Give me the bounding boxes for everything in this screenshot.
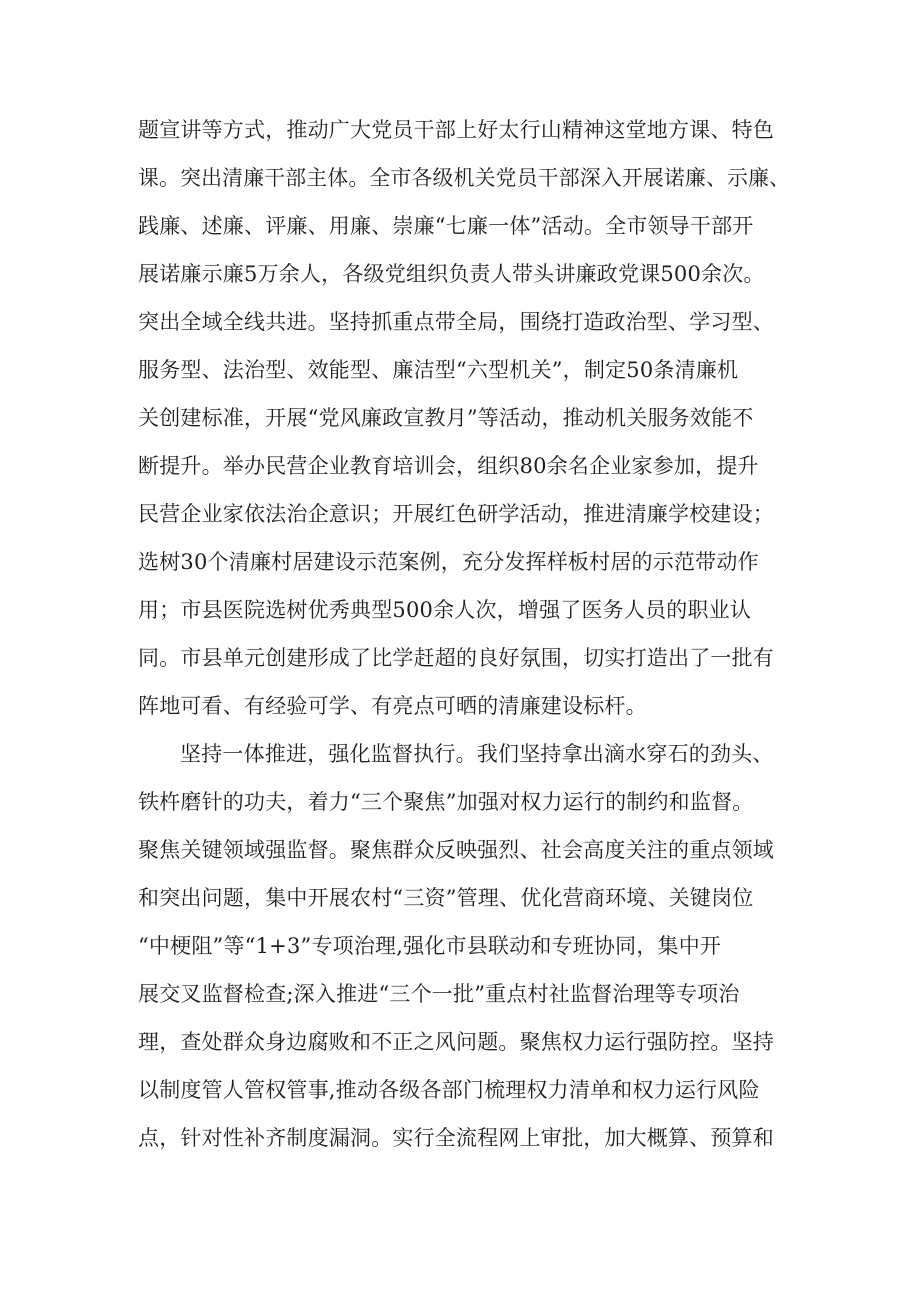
paragraph-2-line-4: 和突出问题，集中开展农村“三资”管理、优化营商环境、关键岗位 xyxy=(138,886,754,910)
paragraph-1-line-5: 突出全域全线共进。坚持抓重点带全局，围绕打造政治型、学习型、 xyxy=(138,310,774,334)
paragraph-2-line-2: 铁杵磨针的功夫，着力“三个聚焦”加强对权力运行的制约和监督。 xyxy=(138,790,754,814)
paragraph-2-line-5: “中梗阻”等“1+3”专项治理,强化市县联动和专班协同，集中开 xyxy=(138,934,722,958)
paragraph-1-line-12: 同。市县单元创建形成了比学赶超的良好氛围，切实打造出了一批有 xyxy=(138,646,774,670)
paragraph-1-line-11: 用；市县医院选树优秀典型500余人次，增强了医务人员的职业认 xyxy=(138,598,752,622)
paragraph-1-line-4: 展诺廉示廉5万余人，各级党组织负责人带头讲廉政党课500余次。 xyxy=(138,262,765,286)
paragraph-2-line-8: 以制度管人管权管事,推动各级各部门梳理权力清单和权力运行风险 xyxy=(138,1078,760,1102)
paragraph-1-line-3: 践廉、述廉、评廉、用廉、崇廉“七廉一体”活动。全市领导干部开 xyxy=(138,214,754,238)
paragraph-1-line-1: 题宣讲等方式，推动广大党员干部上好太行山精神这堂地方课、特色 xyxy=(138,118,774,142)
paragraph-1-line-7: 关创建标准，开展“党风廉政宣教月”等活动，推动机关服务效能不 xyxy=(138,406,754,430)
paragraph-2-line-9: 点，针对性补齐制度漏洞。实行全流程网上审批，加大概算、预算和 xyxy=(138,1126,774,1150)
paragraph-2-line-1: 坚持一体推进，强化监督执行。我们坚持拿出滴水穿石的劲头、 xyxy=(180,742,774,766)
paragraph-1-line-13: 阵地可看、有经验可学、有亮点可晒的清廉建设标杆。 xyxy=(138,694,647,718)
paragraph-2-line-7: 理，查处群众身边腐败和不正之风问题。聚焦权力运行强防控。坚持 xyxy=(138,1030,774,1054)
paragraph-1-line-8: 断提升。举办民营企业教育培训会，组织80余名企业家参加，提升 xyxy=(138,454,759,478)
paragraph-1-line-6: 服务型、法治型、效能型、廉洁型“六型机关”，制定50条清廉机 xyxy=(138,358,739,382)
paragraph-2-line-3: 聚焦关键领域强监督。聚焦群众反映强烈、社会高度关注的重点领域 xyxy=(138,838,774,862)
paragraph-1-line-2: 课。突出清廉干部主体。全市各级机关党员干部深入开展诺廉、示廉、 xyxy=(138,166,791,190)
paragraph-1-line-10: 选树30个清廉村居建设示范案例，充分发挥样板村居的示范带动作 xyxy=(138,550,759,574)
paragraph-1-line-9: 民营企业家依法治企意识；开展红色研学活动，推进清廉学校建设； xyxy=(138,502,774,526)
paragraph-2-line-6: 展交叉监督检查;深入推进“三个一批”重点村社监督治理等专项治 xyxy=(138,982,740,1006)
